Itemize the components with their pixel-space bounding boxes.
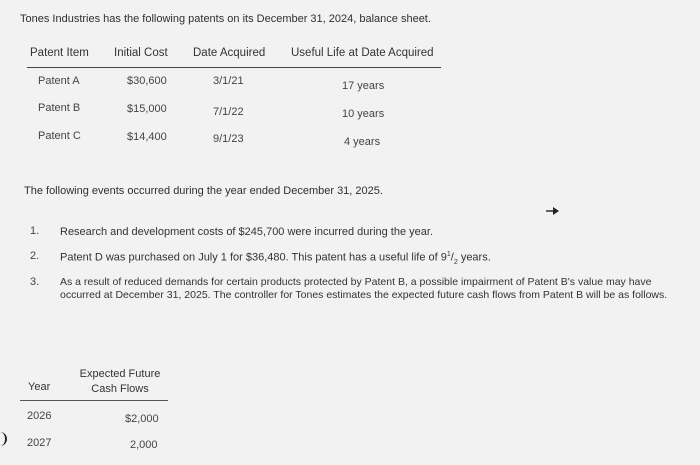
patent-item: Patent B <box>38 102 81 114</box>
fraction-denominator: 2 <box>453 258 458 266</box>
patent-date: 7/1/22 <box>213 106 244 118</box>
cash-flow-amount: 2,000 <box>130 439 158 451</box>
patent-life: 17 years <box>342 80 385 92</box>
header-date-acquired: Date Acquired <box>193 47 266 59</box>
cash-flow-year: 2026 <box>27 410 52 422</box>
list-item-number: 2. <box>30 250 40 262</box>
patent-date: 3/1/21 <box>213 75 244 87</box>
patent-cost: $14,400 <box>127 131 167 143</box>
table-header-rule <box>27 67 441 68</box>
table-header-rule <box>20 400 168 401</box>
events-intro: The following events occurred during the year ended December 31, 2025. <box>24 185 383 197</box>
patent-life: 10 years <box>342 108 385 120</box>
fraction-numerator: 1 <box>446 251 451 258</box>
edge-bracket-icon <box>0 432 7 446</box>
patent-cost: $30,600 <box>127 75 167 87</box>
header-expected-cash-flows: Expected Future Cash Flows <box>79 368 161 395</box>
patent-life: 4 years <box>344 136 381 148</box>
patent-date: 9/1/23 <box>213 133 244 145</box>
list-item: Patent D was purchased on July 1 for $36,480. This patent has a useful life of $9^1/_2$ years. <box>60 251 491 266</box>
patent-cost: $15,000 <box>127 103 167 115</box>
patent-item: Patent C <box>38 130 81 142</box>
header-year: Year <box>28 381 51 393</box>
header-patent-item: Patent Item <box>30 47 89 59</box>
header-useful-life: Useful Life at Date Acquired <box>291 47 434 59</box>
cursor-arrow-icon <box>545 205 561 217</box>
list-item: Research and development costs of $245,700 were incurred during the year. <box>60 226 434 238</box>
list-item-number: 1. <box>30 225 40 237</box>
item-text-after: years. <box>460 251 491 264</box>
cash-flow-amount: $2,000 <box>125 413 159 425</box>
list-item-number: 3. <box>30 276 40 288</box>
item-text-before: Patent D was purchased on July 1 for $36,480. This patent has a useful life of 9 <box>60 251 447 264</box>
patent-item: Patent A <box>38 75 80 87</box>
header-initial-cost: Initial Cost <box>114 47 168 59</box>
cash-flow-year: 2027 <box>27 437 52 449</box>
intro-text: Tones Industries has the following patents on its December 31, 2024, balance sheet. <box>20 13 431 25</box>
list-item: As a result of reduced demands for certain products protected by Patent B, a possible impairment of Patent B's value may have occurred at December 31, 2025. The controller for Tones estimates the expected future cash flows from Patent B will be as follows. <box>60 276 668 301</box>
